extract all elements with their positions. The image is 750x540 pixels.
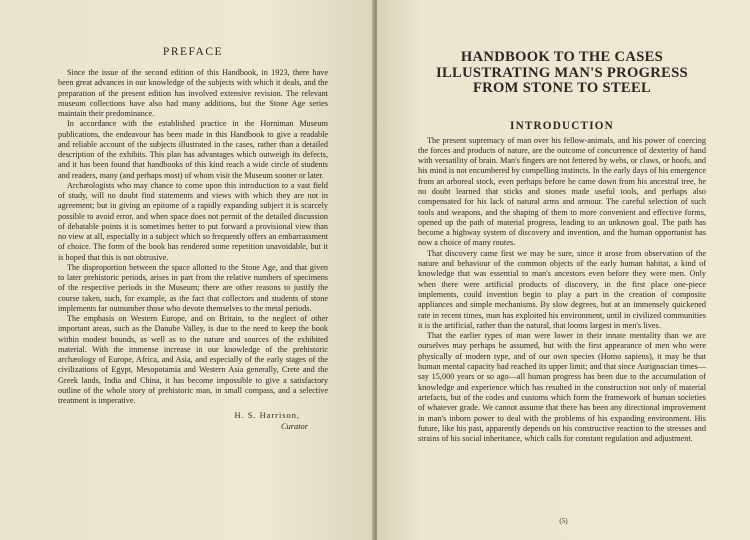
book-title (418, 50, 706, 97)
signature-role: Curator (281, 421, 308, 431)
preface-title: PREFACE (162, 46, 224, 58)
introduction-paragraph: That the earlier types of man were lower in their innate mentality than we are ourselves may perhaps be assumed, but with the first appearance of men who were physically of modern type, and of our own species (Homo sapiens), it may be that human mental capacity had reached its upper limit; and that since Aurignacian times—say 15,000 years or so ago—all human progress has been due to the accumulation of knowledge and experience which has resulted in the construction not only of material artefacts, but of the codes and customs which form the framework of human societies of whatever grade. We cannot assume that there has been any directional improvement in man's inborn power to deal with the problems of his expanding environment. His future, like his past, apparently depends on his constructive reaction to the stresses and strains of his social inheritance, which calls for constant regulation and adjustment. (418, 331, 706, 444)
introduction-paragraph: The present supremacy of man over his fellow-animals, and his power of coercing the forces and products of nature, are the outcome of concurrence of dexterity of hand with versatility of brain. Man's fingers are not fettered by webs, or claws, or hoofs, and his mind is not encumbered by compelling instincts. In the early days of his emergence from an arboreal stock, even perhaps before he came down from his ancestral tree, he no doubt learned that sticks and stones made useful tools, and perhaps also compensated for his lack of natural arms and armour. The careful selection of such tools and weapons, and the shaping of them to more convenient and effective forms, opened up the path of material progress, leading to an unknown goal. The path has become a highway system of discovery and invention, and the human opportunist has now a choice of many routes. (418, 135, 706, 248)
book-title-line: FROM STONE TO STEEL (472, 80, 652, 96)
introduction-column (418, 50, 706, 444)
preface-paragraph: Archæologists who may chance to come upon this introduction to a vast field of study, will no doubt find statements and views with which they are not in agreement; but in giving an epitome of a rapidly expanding subject it is scarcely possible to avoid error, and when space does not permit of the detailed discussion of debatable points it is sometimes better to put forward a provisional view than no view at all, especially in a subject which so frequently offers an embarrassment of choice. The form of the book has rendered some repetition unavoidable, but it is hoped that this is not obtrusive. (58, 180, 328, 262)
signature (58, 411, 328, 432)
book-title-line: ILLUSTRATING MAN'S PROGRESS (436, 64, 688, 81)
introduction-paragraph: That discovery came first we may be sure, since it arose from observation of the nature and behaviour of the common objects of the early human habitat, a kind of knowledge that was essential to man's ancestors even before they were men. Only when there were artificial products of discovery, in the first place one-piece implements, could invention begin to play a part in the creation of composite appliances and simple mechanisms. By slow degrees, but at an immensely quickened rate in recent times, man has exploited his environment, until in civilized communities it is the artificial, rather than the natural, that looms largest in men's lives. (418, 248, 706, 330)
introduction-title: INTRODUCTION (510, 119, 614, 132)
preface-paragraph: The emphasis on Western Europe, and on Britain, to the neglect of other important areas, such as the Danube Valley, is due to the need to keep the book within modest bounds, as well as to the nature and sources of the exhibited material. With the immense increase in our knowledge of the prehistoric archæology of Europe, Africa, and Asia, and especially of the early stages of the civilizations of Egypt, Mesopotamia and Western Asia generally, Crete and the Greek lands, India and China, it has become impossible to give a satisfactory outline of the whole story of prehistoric man, in small compass, and a selective treatment is imperative. (58, 314, 328, 405)
preface-paragraph: The disproportion between the space allotted to the Stone Age, and that given to later prehistoric periods, arises in part from the relative numbers of specimens of the respective periods in the Museum; there are other reasons to justify the course taken, such, for example, as the fact that collectors and students of stone implements far outnumber those who devote themselves to the metal periods. (58, 262, 328, 313)
book-title-line: HANDBOOK TO THE CASES (460, 49, 664, 65)
page-number: (5) (559, 517, 568, 525)
right-page (377, 0, 750, 540)
preface-column (58, 46, 328, 432)
signature-name: H. S. Harrison, (234, 411, 300, 421)
preface-paragraph: Since the issue of the second edition of this Handbook, in 1923, there have been great advances in our knowledge of the subjects with which it deals, and the preparation of the present edition has involved extensive revision. The relevant museum collections have also had many additions, but the Stone Age series maintain their predominance. (58, 68, 328, 118)
preface-paragraph: In accordance with the established practice in the Horniman Museum publications, the endeavour has been made in this Handbook to give a readable and reliable account of the subjects illustrated in the cases, rather than a detailed description of the exhibits. This plan has advantages which outweigh its defects, and it has been found that handbooks of this kind reach a wide circle of students and readers, many (and perhaps most) of whom visit the Museum sooner or later. (58, 119, 328, 180)
